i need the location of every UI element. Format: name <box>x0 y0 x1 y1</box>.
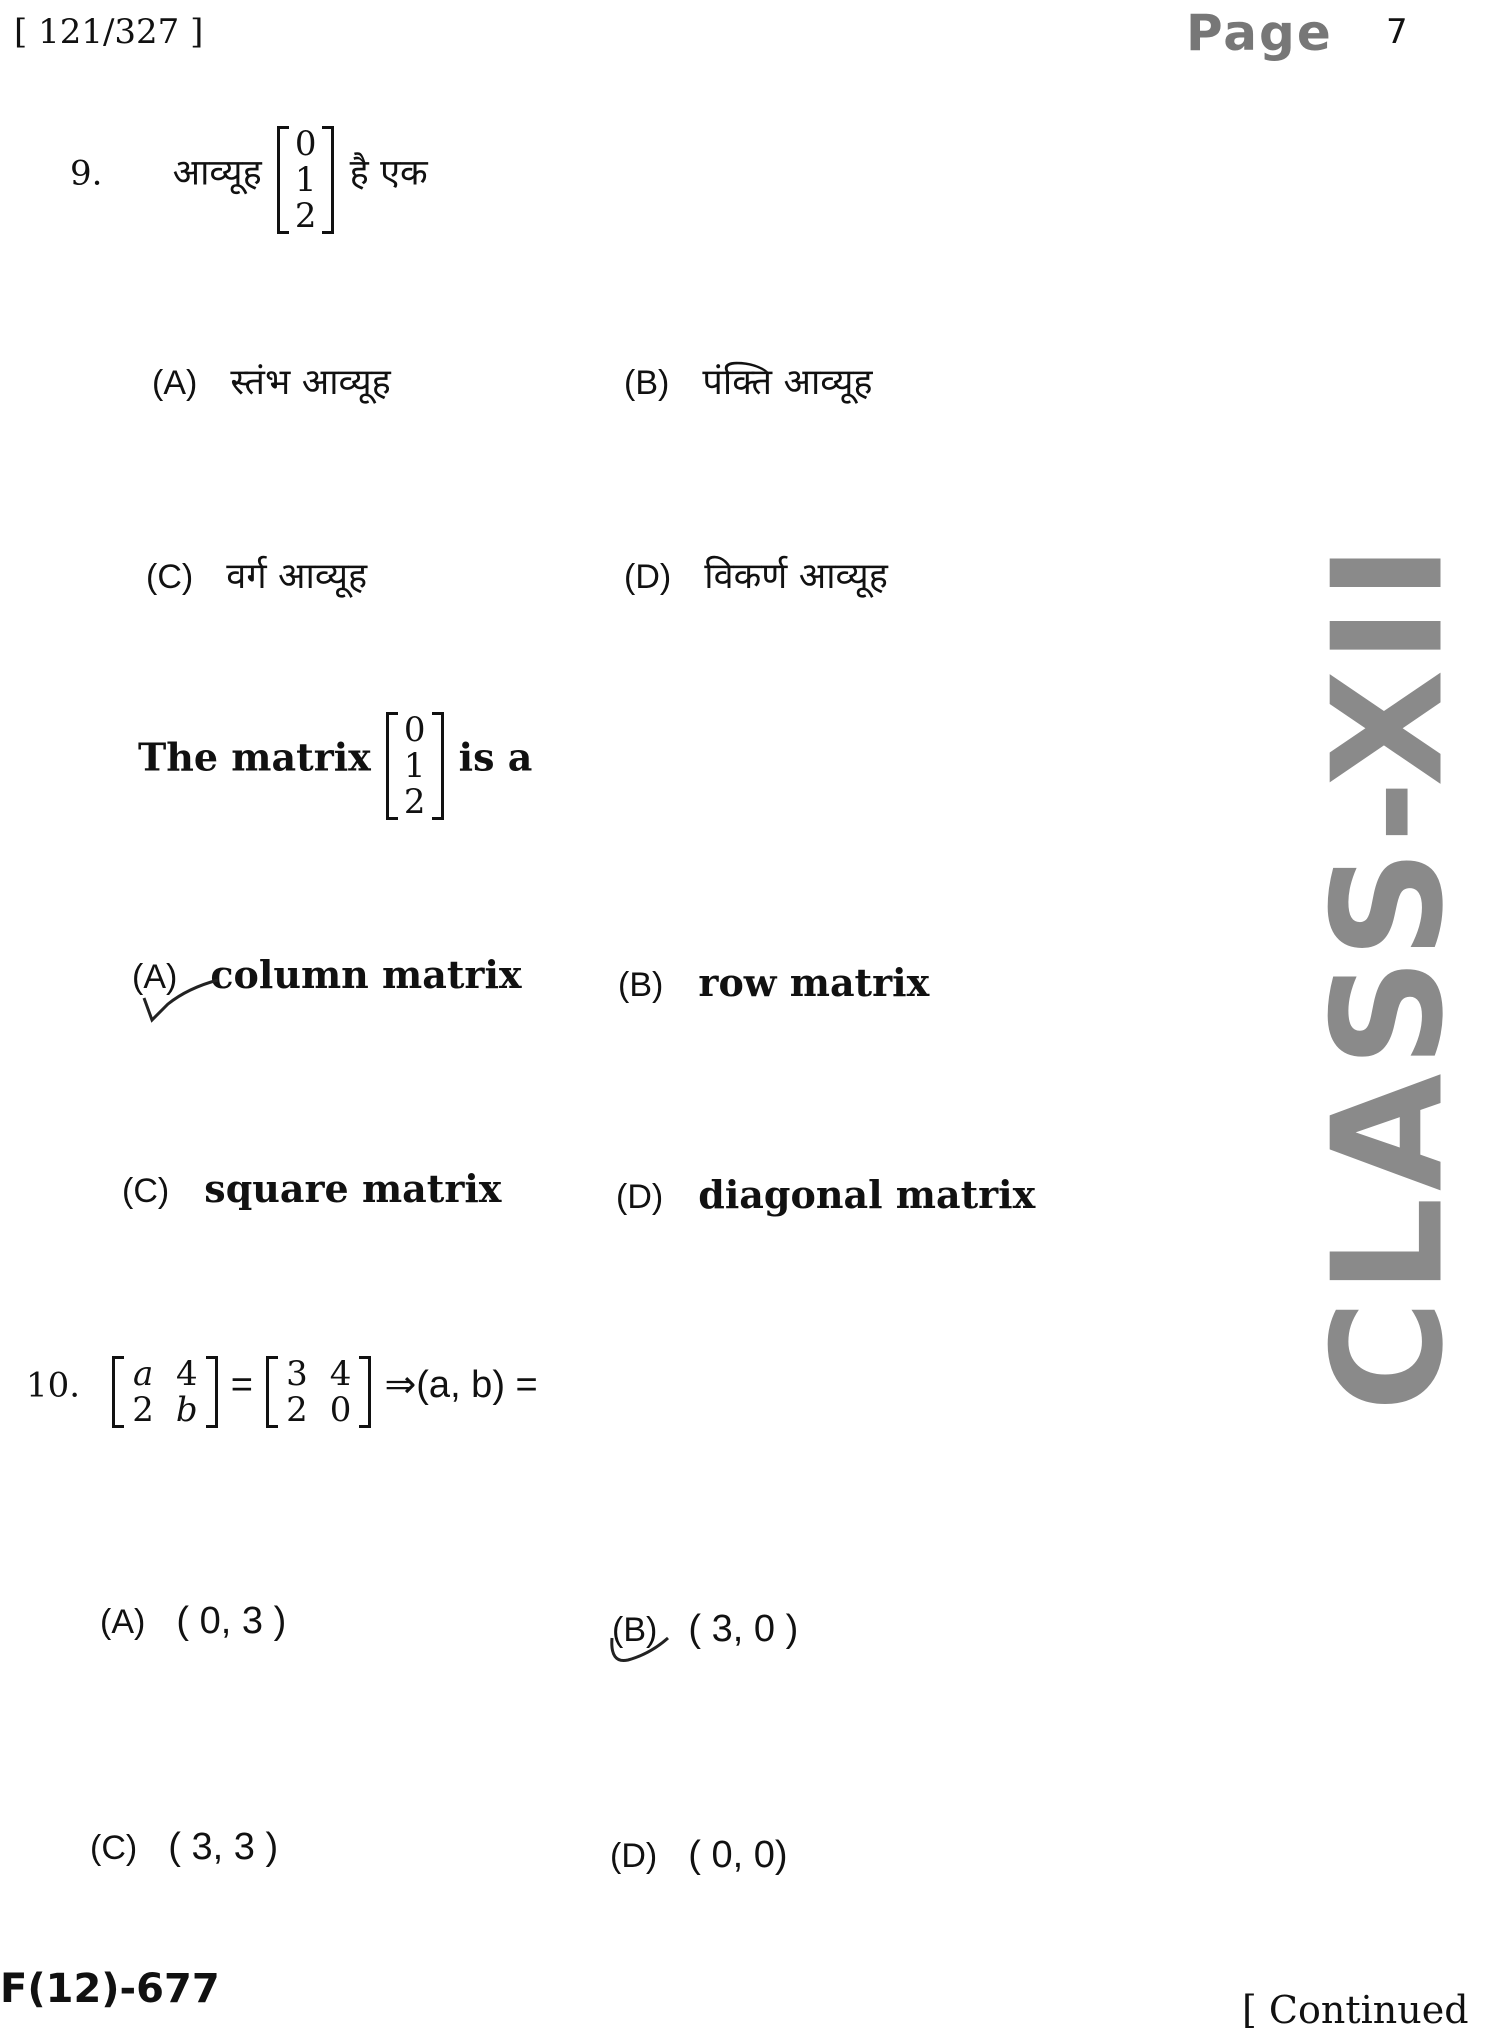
option-text: पंक्ति आव्यूह <box>702 362 873 403</box>
question-number: 9. <box>70 153 103 194</box>
option-text: विकर्ण आव्यूह <box>704 556 888 597</box>
hindi-suffix: है एक <box>349 152 428 194</box>
option-label: (A) <box>152 364 198 402</box>
option-d-english[interactable] <box>616 1172 1035 1217</box>
column-matrix <box>386 712 444 820</box>
option-text: diagonal matrix <box>698 1172 1036 1217</box>
matrix-entry: a <box>132 1354 154 1394</box>
option-text: square matrix <box>204 1166 502 1211</box>
rhs-matrix <box>266 1356 371 1428</box>
option-c-hindi[interactable] <box>146 550 367 599</box>
matrix-entry: 2 <box>403 782 426 822</box>
matrix-entry: 0 <box>329 1390 352 1430</box>
matrix-entry: 3 <box>286 1354 308 1394</box>
matrix-entry: 0 <box>403 710 426 750</box>
option-text: वर्ग आव्यूह <box>226 556 368 597</box>
option-label: (C) <box>122 1172 170 1210</box>
option-text: ( 0, 3 ) <box>176 1600 287 1642</box>
implies-expression: ⇒(a, b) = <box>384 1363 538 1406</box>
matrix-entry: 0 <box>294 124 317 164</box>
option-label: (D) <box>624 558 672 596</box>
option-label: (B) <box>618 966 664 1004</box>
equals-sign: = <box>230 1363 253 1406</box>
option-a-hindi[interactable] <box>152 356 391 405</box>
page-label: Page <box>1186 4 1333 62</box>
question-number: 10. <box>26 1365 81 1406</box>
hindi-prefix: आव्यूह <box>172 152 262 194</box>
matrix-entry: 4 <box>329 1354 352 1394</box>
option-a-q10[interactable] <box>100 1600 286 1643</box>
option-label: (C) <box>90 1829 138 1867</box>
class-watermark: CLASS-XII <box>1299 538 1477 1412</box>
option-text: ( 3, 3 ) <box>168 1826 279 1868</box>
english-prefix: The matrix <box>138 734 371 780</box>
matrix-entry: 1 <box>294 160 317 200</box>
option-label: (B) <box>624 364 670 402</box>
matrix-entry: 2 <box>132 1390 154 1430</box>
option-label: (B) <box>612 1611 658 1649</box>
column-matrix <box>277 126 335 234</box>
check-mark-icon <box>138 958 258 1028</box>
question-9-english-stem <box>138 712 532 820</box>
matrix-entry: b <box>175 1390 198 1430</box>
english-suffix: is a <box>458 734 533 780</box>
lhs-matrix <box>112 1356 217 1428</box>
option-c-q10[interactable] <box>90 1826 278 1869</box>
paper-code: [ 121/327 ] <box>14 12 204 52</box>
question-9-hindi-stem <box>70 126 428 234</box>
option-text: स्तंभ आव्यूह <box>230 362 391 403</box>
check-mark-icon <box>606 1630 686 1680</box>
option-d-hindi[interactable] <box>624 550 888 599</box>
option-text: column matrix <box>210 952 522 997</box>
matrix-entry: 2 <box>286 1390 308 1430</box>
option-b-english[interactable] <box>618 960 929 1005</box>
question-10-stem <box>26 1356 538 1428</box>
option-text: row matrix <box>698 960 930 1005</box>
matrix-entry: 4 <box>175 1354 198 1394</box>
option-label: (A) <box>132 958 178 996</box>
option-text: ( 0, 0) <box>688 1834 788 1876</box>
option-label: (C) <box>146 558 194 596</box>
option-label: (A) <box>100 1603 146 1641</box>
matrix-entry: 2 <box>294 196 317 236</box>
footer-code: F(12)-677 <box>0 1966 220 2012</box>
option-label: (D) <box>616 1178 664 1216</box>
option-c-english[interactable] <box>122 1166 501 1211</box>
matrix-entry: 1 <box>403 746 426 786</box>
option-text: ( 3, 0 ) <box>688 1608 799 1650</box>
page-number: 7 <box>1386 12 1408 52</box>
option-d-q10[interactable] <box>610 1834 788 1877</box>
option-b-hindi[interactable] <box>624 356 873 405</box>
option-label: (D) <box>610 1837 658 1875</box>
continued-label: [ Continued <box>1242 1988 1469 2032</box>
